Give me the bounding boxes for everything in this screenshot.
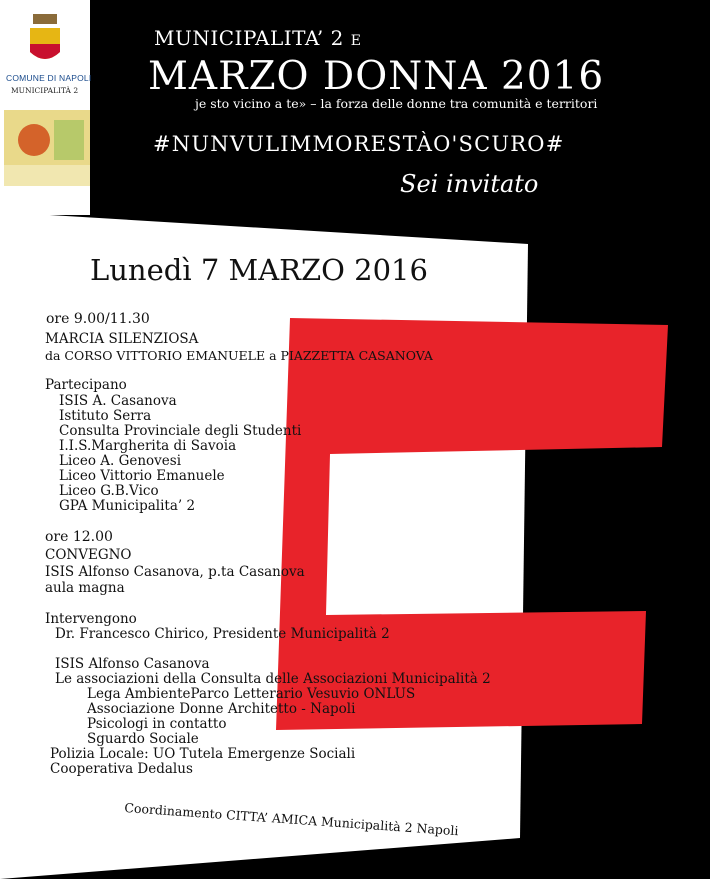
schedule-time: ore 12.00 — [45, 529, 113, 545]
subtitle: je sto vicino a te» – la forza delle donne tra comunità e territori — [195, 96, 598, 111]
participant-item: Liceo A. Genovesi — [59, 453, 182, 469]
section-heading: Intervengono — [45, 611, 137, 627]
association-item: Associazione Donne Architetto - Napoli — [87, 701, 356, 717]
event-date: Lunedì 7 MARZO 2016 — [90, 253, 428, 287]
participant-item: Liceo Vittorio Emanuele — [59, 468, 225, 484]
section-heading: Partecipano — [45, 377, 127, 393]
speaker-item: Polizia Locale: UO Tutela Emergenze Sociali — [50, 746, 356, 762]
route-text: da CORSO VITTORIO EMANUELE a PIAZZETTA CASANOVA — [45, 348, 433, 363]
page-title: MARZO DONNA 2016 — [148, 54, 605, 99]
speaker-item: Cooperativa Dedalus — [50, 761, 193, 777]
event-name: MARCIA SILENZIOSA — [45, 331, 199, 347]
municipality-heading: MUNICIPALITA’ 2 e — [154, 26, 362, 50]
municipalita-label: MUNICIPALITÀ 2 — [11, 86, 79, 95]
participant-item: I.I.S.Margherita di Savoia — [59, 438, 237, 454]
venue-room: aula magna — [45, 580, 125, 596]
association-item: Psicologi in contatto — [87, 716, 227, 732]
speaker-item: ISIS Alfonso Casanova — [55, 656, 210, 672]
schedule-time: ore 9.00/11.30 — [46, 311, 150, 327]
event-name: CONVEGNO — [45, 547, 132, 563]
participant-item: Istituto Serra — [59, 408, 152, 424]
association-item: Lega AmbienteParco Letterario Vesuvio ONLUS — [87, 686, 416, 702]
comune-di-napoli-label: COMUNE DI NAPOLI — [6, 73, 92, 83]
participant-item: Consulta Provinciale degli Studenti — [59, 423, 302, 439]
association-item: Sguardo Sociale — [87, 731, 199, 747]
napoli-crest-icon — [28, 14, 62, 66]
hashtag: #NUNVULIMMORESTÀO'SCURO# — [153, 132, 565, 156]
event-thumbnail-image — [4, 110, 90, 186]
coordination-footer: Coordinamento CITTA’ AMICA Municipalità 2 Napoli — [123, 800, 459, 839]
speaker-item: Le associazioni della Consulta delle Associazioni Municipalità 2 — [55, 671, 491, 687]
participant-item: GPA Municipalita’ 2 — [59, 498, 196, 514]
invite-text: Sei invitato — [400, 170, 539, 198]
venue-text: ISIS Alfonso Casanova, p.ta Casanova — [45, 564, 305, 580]
participant-item: ISIS A. Casanova — [59, 393, 177, 409]
participant-item: Liceo G.B.Vico — [59, 483, 159, 499]
speaker-item: Dr. Francesco Chirico, Presidente Municipalità 2 — [55, 626, 390, 642]
